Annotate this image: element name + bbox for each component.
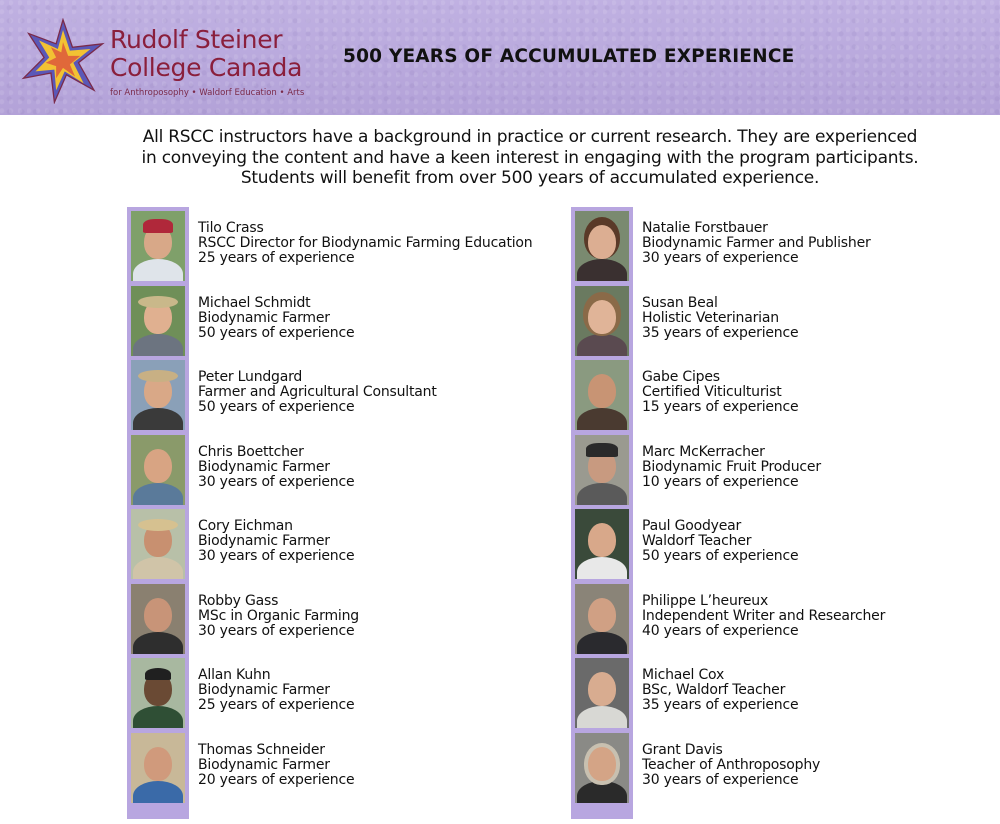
instructor-name: Philippe L’heureux: [642, 592, 769, 609]
instructor-card: [571, 356, 991, 430]
instructor-experience: 15 years of experience: [642, 399, 799, 415]
instructor-experience: 30 years of experience: [198, 622, 355, 639]
instructor-experience: 40 years of experience: [642, 622, 799, 639]
instructor-name: Peter Lundgard: [198, 369, 303, 385]
instructor-photo: [575, 733, 629, 803]
instructor-experience: 25 years of experience: [198, 250, 355, 266]
instructor-name: Tilo Crass: [198, 220, 264, 236]
instructor-card: [571, 207, 991, 281]
instructor-role: Teacher of Anthroposophy: [642, 756, 821, 773]
header-banner: [0, 0, 1000, 115]
instructor-role: Biodynamic Farmer: [198, 533, 330, 549]
instructor-role: RSCC Director for Biodynamic Farming Education: [198, 235, 533, 251]
instructor-role: Biodynamic Farmer: [198, 682, 330, 698]
instructor-role: Biodynamic Fruit Producer: [642, 458, 821, 475]
instructor-experience: 20 years of experience: [198, 771, 355, 788]
instructor-name: Allan Kuhn: [198, 667, 271, 683]
instructor-role: Independent Writer and Researcher: [642, 607, 886, 624]
instructor-experience: 50 years of experience: [198, 399, 355, 415]
star-logo-icon: [20, 18, 106, 104]
logo-tagline: for Anthroposophy • Waldorf Education • Arts: [110, 88, 305, 98]
instructor-experience: 25 years of experience: [198, 697, 355, 713]
instructor-name: Michael Schmidt: [198, 294, 311, 311]
instructor-photo: [575, 360, 629, 430]
instructor-photo: [575, 435, 629, 505]
instructor-role: MSc in Organic Farming: [198, 607, 359, 624]
instructor-experience: 35 years of experience: [642, 697, 799, 713]
instructor-role: BSc, Waldorf Teacher: [642, 682, 786, 698]
instructor-experience: 50 years of experience: [198, 324, 355, 341]
instructor-card: [127, 431, 547, 505]
instructor-card: [571, 505, 991, 579]
logo-line-1: Rudolf Steiner: [110, 25, 283, 54]
instructor-experience: 30 years of experience: [198, 473, 355, 490]
instructor-photo: [575, 584, 629, 654]
college-logo-text: [110, 26, 304, 98]
instructor-card: [127, 356, 547, 430]
instructor-name: Cory Eichman: [198, 518, 293, 534]
instructor-photo: [575, 509, 629, 579]
instructor-name: Michael Cox: [642, 667, 725, 683]
instructor-role: Biodynamic Farmer: [198, 309, 330, 326]
instructor-experience: 30 years of experience: [198, 548, 355, 564]
instructor-role: Biodynamic Farmer: [198, 458, 330, 475]
instructor-role: Biodynamic Farmer: [198, 756, 330, 773]
instructor-card: [571, 654, 991, 728]
instructor-card: [127, 580, 547, 654]
instructor-name: Grant Davis: [642, 741, 723, 758]
instructor-experience: 50 years of experience: [642, 548, 799, 564]
instructor-card: [127, 729, 547, 803]
intro-line-2: in conveying the content and have a keen interest in engaging with the program participants.: [141, 147, 919, 168]
instructor-experience: 30 years of experience: [642, 250, 799, 266]
logo-line-2: College Canada: [110, 53, 303, 82]
instructor-photo: [131, 286, 185, 356]
instructor-name: Marc McKerracher: [642, 443, 765, 460]
instructor-photo: [131, 658, 185, 728]
instructor-name: Paul Goodyear: [642, 518, 742, 534]
instructor-photo: [131, 435, 185, 505]
instructor-name: Natalie Forstbauer: [642, 220, 768, 236]
instructor-role: Waldorf Teacher: [642, 533, 752, 549]
instructor-name: Robby Gass: [198, 592, 279, 609]
intro-paragraph: [80, 127, 980, 189]
instructor-card: [127, 654, 547, 728]
instructor-photo: [575, 286, 629, 356]
instructor-card: [127, 505, 547, 579]
instructor-photo: [131, 733, 185, 803]
instructor-role: Farmer and Agricultural Consultant: [198, 384, 437, 400]
intro-line-3: Students will benefit from over 500 years of accumulated experience.: [240, 168, 820, 188]
instructor-card: [571, 729, 991, 803]
instructor-card: [571, 431, 991, 505]
instructor-card: [571, 282, 991, 356]
intro-line-1: All RSCC instructors have a background in practice or current research. They are experienced: [142, 127, 918, 147]
instructor-experience: 35 years of experience: [642, 324, 799, 341]
instructor-card: [571, 580, 991, 654]
instructor-role: Biodynamic Farmer and Publisher: [642, 235, 871, 251]
instructor-photo: [131, 509, 185, 579]
instructor-name: Gabe Cipes: [642, 369, 720, 385]
page-title: 500 YEARS OF ACCUMULATED EXPERIENCE: [343, 46, 795, 67]
instructor-photo: [131, 584, 185, 654]
instructor-role: Certified Viticulturist: [642, 384, 782, 400]
instructor-name: Chris Boettcher: [198, 443, 304, 460]
instructor-role: Holistic Veterinarian: [642, 309, 779, 326]
instructor-experience: 30 years of experience: [642, 771, 799, 788]
instructor-photo: [575, 211, 629, 281]
instructor-photo: [575, 658, 629, 728]
instructor-card: [127, 282, 547, 356]
instructor-card: [127, 207, 547, 281]
instructor-name: Susan Beal: [642, 294, 718, 311]
instructor-name: Thomas Schneider: [198, 741, 325, 758]
instructor-experience: 10 years of experience: [642, 473, 799, 490]
instructor-photo: [131, 360, 185, 430]
instructor-photo: [131, 211, 185, 281]
